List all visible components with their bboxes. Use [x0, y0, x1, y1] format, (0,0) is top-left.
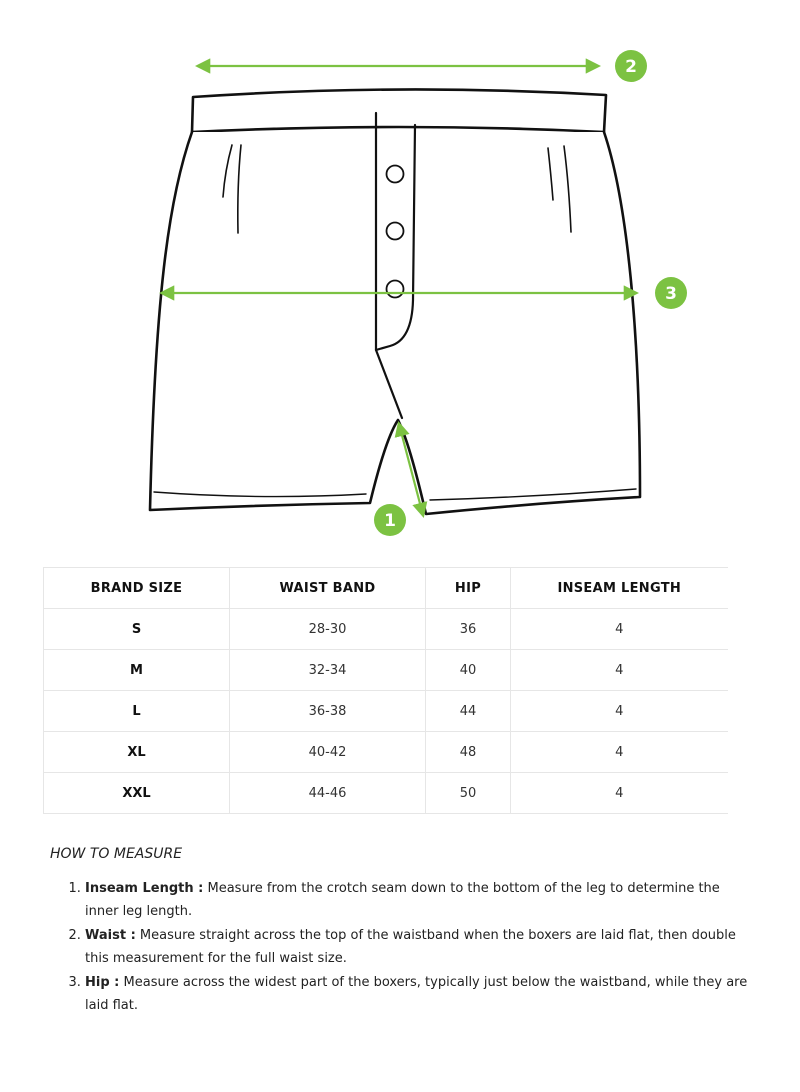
hip-cell: 50 — [426, 773, 511, 814]
list-item — [85, 925, 750, 970]
marker-3-number: 3 — [665, 284, 677, 304]
step-term: Inseam Length : — [85, 881, 204, 896]
inseam-cell: 4 — [511, 773, 728, 814]
inseam-cell: 4 — [511, 650, 728, 691]
hip-cell: 36 — [426, 609, 511, 650]
size-chart-table — [43, 567, 728, 814]
header-hip: HIP — [426, 568, 511, 609]
step-text: Measure from the crotch seam down to the bottom of the leg to determine the inner leg length. — [85, 881, 720, 919]
list-item — [85, 878, 750, 923]
step-text: Measure across the widest part of the boxers, typically just below the waistband, while they are laid flat. — [85, 975, 748, 1013]
header-brand-size: BRAND SIZE — [44, 568, 230, 609]
marker-2 — [615, 50, 647, 82]
size-cell: L — [44, 691, 230, 732]
hip-cell: 40 — [426, 650, 511, 691]
step-term: Waist : — [85, 928, 136, 943]
table-header-row — [44, 568, 728, 609]
waist-cell: 28-30 — [230, 609, 426, 650]
marker-3 — [655, 277, 687, 309]
measure-steps-list — [50, 878, 750, 1017]
marker-1 — [374, 504, 406, 536]
table-row — [44, 773, 728, 814]
size-cell: XXL — [44, 773, 230, 814]
list-item — [85, 972, 750, 1017]
size-cell: M — [44, 650, 230, 691]
inseam-cell: 4 — [511, 732, 728, 773]
hip-cell: 44 — [426, 691, 511, 732]
marker-2-number: 2 — [625, 57, 637, 77]
waist-cell: 32-34 — [230, 650, 426, 691]
waist-cell: 44-46 — [230, 773, 426, 814]
step-text: Measure straight across the top of the waistband when the boxers are laid flat, then double this measurement for the full waist size. — [85, 928, 736, 966]
waist-cell: 36-38 — [230, 691, 426, 732]
how-to-measure-section — [50, 846, 750, 1019]
how-to-measure-title: HOW TO MEASURE — [50, 846, 183, 862]
step-term: Hip : — [85, 975, 120, 990]
header-inseam-length: INSEAM LENGTH — [511, 568, 728, 609]
table-row — [44, 650, 728, 691]
marker-1-number: 1 — [384, 511, 396, 531]
header-waist-band: WAIST BAND — [230, 568, 426, 609]
size-cell: S — [44, 609, 230, 650]
inseam-cell: 4 — [511, 691, 728, 732]
table-row — [44, 691, 728, 732]
inseam-cell: 4 — [511, 609, 728, 650]
table-row — [44, 732, 728, 773]
size-cell: XL — [44, 732, 230, 773]
boxer-shorts-illustration — [150, 89, 640, 514]
table-row — [44, 609, 728, 650]
hip-cell: 48 — [426, 732, 511, 773]
waist-cell: 40-42 — [230, 732, 426, 773]
